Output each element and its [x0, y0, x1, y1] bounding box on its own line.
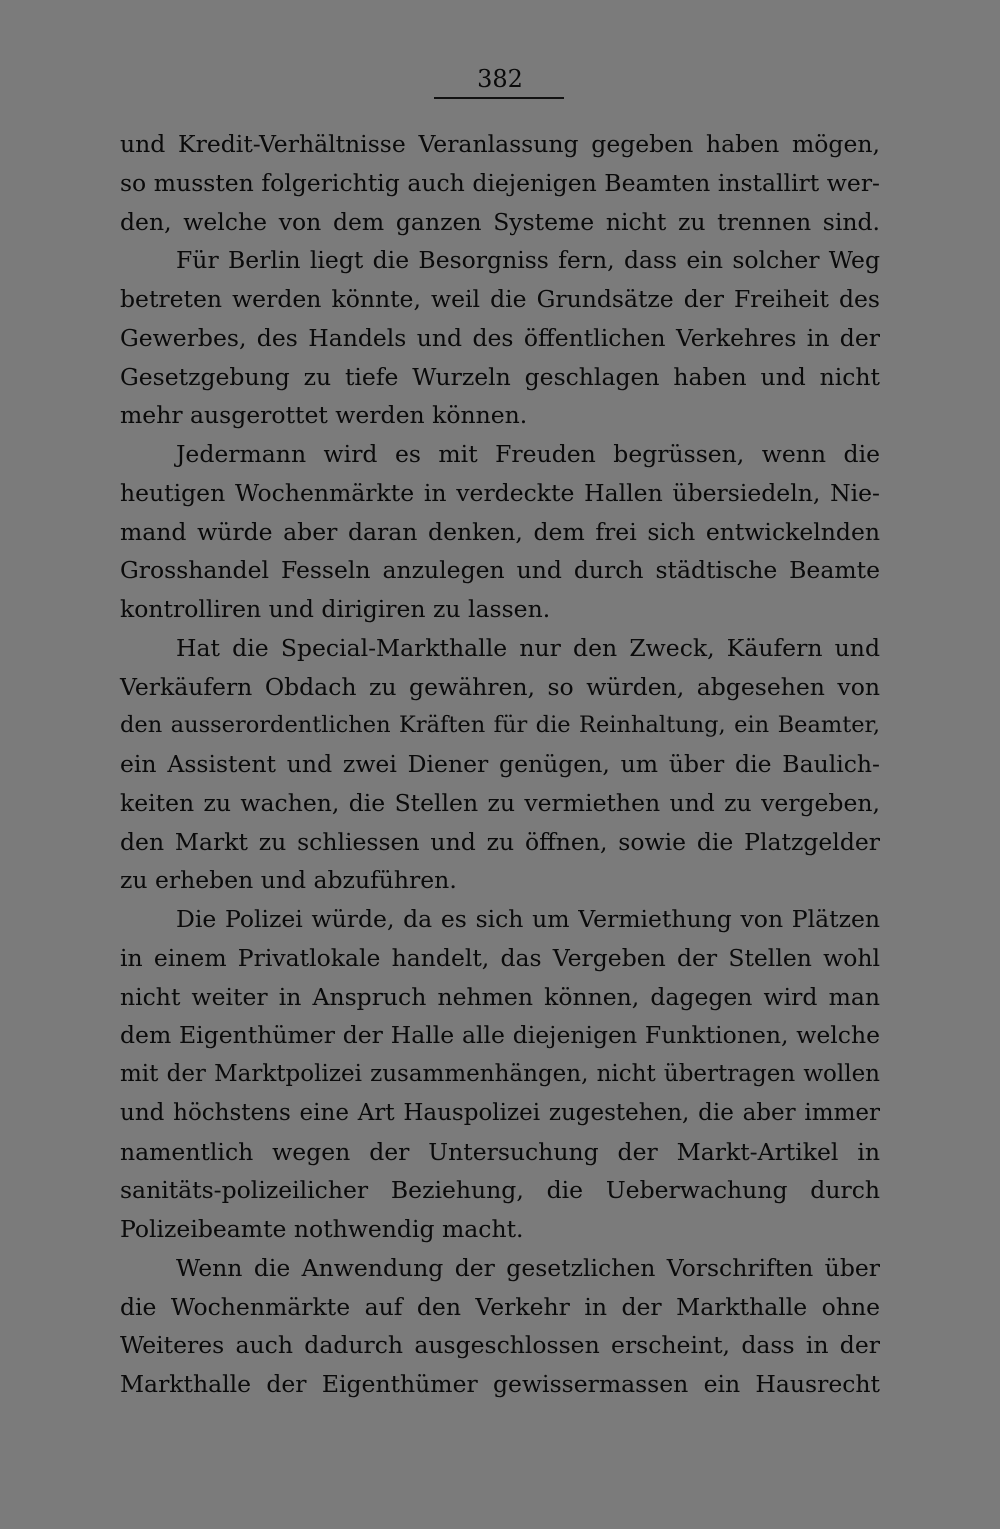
page-number: 382 [477, 65, 523, 93]
text-line: Gewerbes, des Handels und des öffentlichen Verkehres in der [120, 323, 880, 352]
text-line: nicht weiter in Anspruch nehmen können, dagegen wird man [120, 982, 880, 1011]
text-line: kontrolliren und dirigiren zu lassen. [120, 595, 551, 623]
text-line: in einem Privatlokale handelt, das Vergeben der Stellen wohl [120, 943, 880, 972]
text-line: betreten werden könnte, weil die Grundsätze der Freiheit des [120, 285, 880, 313]
text-line: keiten zu wachen, die Stellen zu vermiethen und zu vergeben, [120, 788, 880, 817]
text-line: ein Assistent und zwei Diener genügen, um über die Baulich- [120, 750, 880, 778]
text-line: Für Berlin liegt die Besorgniss fern, dass ein solcher Weg [176, 246, 880, 275]
text-line: den Markt zu schliessen und zu öffnen, sowie die Platzgelder [120, 827, 880, 856]
text-line: Die Polizei würde, da es sich um Vermiethung von Plätzen [176, 905, 880, 933]
text-line: Polizeibeamte nothwendig macht. [120, 1215, 524, 1243]
text-line: und höchstens eine Art Hauspolizei zugestehen, die aber immer [120, 1099, 880, 1126]
text-line: mand würde aber daran denken, dem frei sich entwickelnden [120, 517, 880, 546]
text-line: Weiteres auch dadurch ausgeschlossen erscheint, dass in der [120, 1331, 880, 1360]
text-line: sanitäts-polizeilicher Beziehung, die Ueberwachung durch [120, 1176, 880, 1205]
text-line: Verkäufern Obdach zu gewähren, so würden, abgesehen von [120, 672, 880, 701]
text-line: den, welche von dem ganzen Systeme nicht zu trennen sind. [120, 207, 880, 236]
text-line: den ausserordentlichen Kräften für die Reinhaltung, ein Beamter, [120, 712, 880, 739]
text-line: namentlich wegen der Untersuchung der Markt-Artikel in [120, 1137, 880, 1166]
text-line: so mussten folgerichtig auch diejenigen Beamten installirt wer- [120, 168, 880, 197]
text-line: Markthalle der Eigenthümer gewissermassen ein Hausrecht [120, 1370, 880, 1398]
text-line: Hat die Special-Markthalle nur den Zweck, Käufern und [176, 633, 880, 662]
text-line: heutigen Wochenmärkte in verdeckte Hallen übersiedeln, Nie- [120, 478, 880, 507]
text-line: dem Eigenthümer der Halle alle diejenigen Funktionen, welche [120, 1021, 880, 1050]
text-line: Gesetzgebung zu tiefe Wurzeln geschlagen haben und nicht [120, 362, 880, 391]
body-text [120, 125, 880, 1404]
text-line: mehr ausgerottet werden können. [120, 401, 528, 430]
text-line: zu erheben und abzuführen. [120, 866, 457, 895]
text-line: Grosshandel Fesseln anzulegen und durch städtische Beamte [120, 556, 880, 585]
header-rule [434, 97, 564, 99]
text-line: mit der Marktpolizei zusammenhängen, nicht übertragen wollen [120, 1061, 880, 1087]
text-line: und Kredit-Verhältnisse Veranlassung gegeben haben mögen, [120, 130, 880, 158]
text-line: Wenn die Anwendung der gesetzlichen Vorschriften über [176, 1253, 880, 1282]
text-line: die Wochenmärkte auf den Verkehr in der Markthalle ohne [120, 1292, 880, 1321]
text-line: Jedermann wird es mit Freuden begrüssen, wenn die [176, 440, 880, 468]
